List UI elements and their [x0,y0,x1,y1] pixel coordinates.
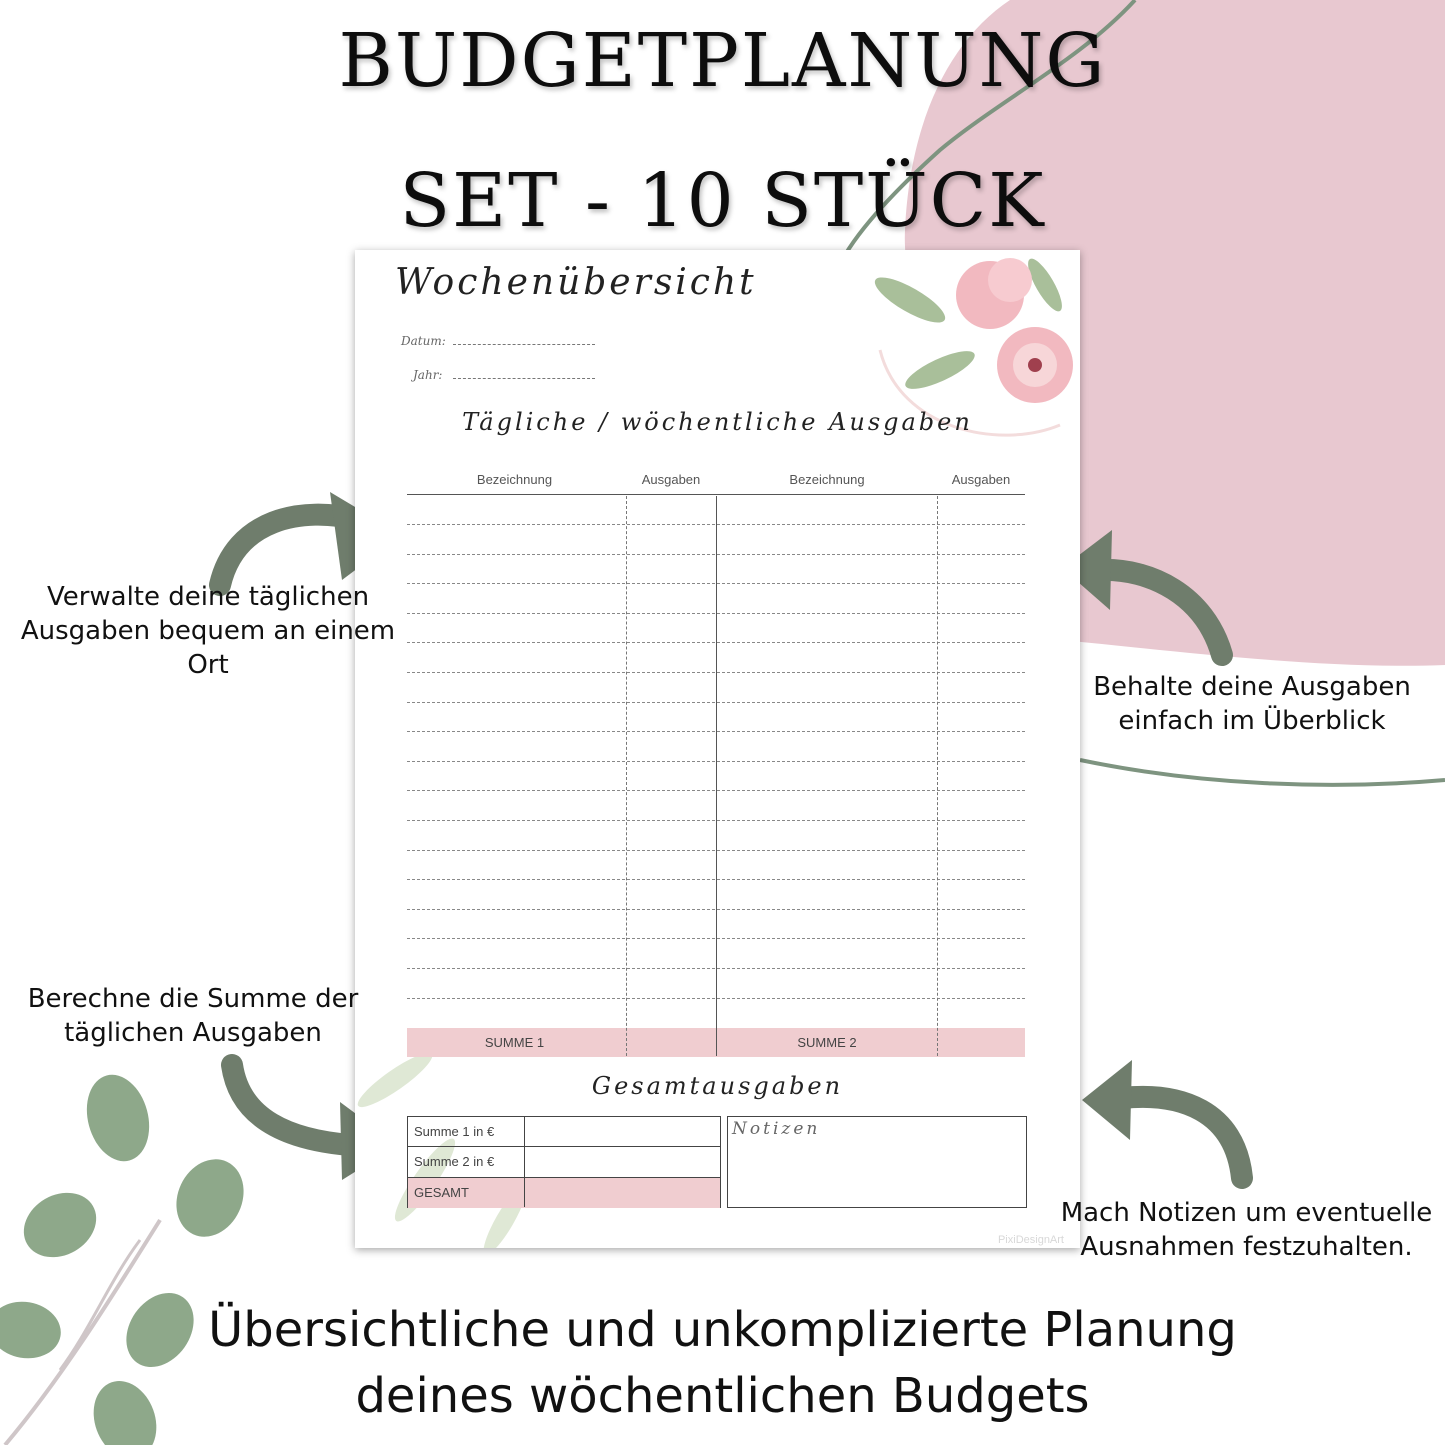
jahr-label: Jahr: [413,368,443,382]
sum2-label: SUMME 2 [797,1035,857,1050]
arrow-bottom-right [1122,1097,1242,1178]
totals-row-line [408,1146,720,1147]
footer-line2: deines wöchentlichen Budgets [355,1368,1090,1424]
budget-sheet [355,250,1080,1248]
green-curve-right [1080,760,1445,785]
notes-label: Notizen [732,1119,821,1139]
sheet-title: Wochenübersicht [395,262,757,303]
totals-table [407,1116,721,1208]
totals-row-summe2: Summe 2 in € [414,1154,495,1169]
callout-left-bottom: Berechne die Summe der täglichen Ausgaben [27,984,359,1048]
totals-col-line [524,1117,525,1207]
notes-box[interactable] [727,1116,1027,1208]
section-title: Tägliche / wöchentliche Ausgaben [462,408,973,436]
divider-ausgaben-1 [626,496,627,1056]
callout-right-bottom: Mach Notizen um eventuelle Ausnahmen festzuhalten. [1060,1198,1433,1262]
total-title: Gesamtausgaben [591,1072,844,1100]
arrow-bottom-left [232,1065,350,1145]
totals-row-summe1: Summe 1 in € [414,1124,495,1139]
column-header-ausgaben-1: Ausgaben [641,472,701,487]
arrow-bottom-right-head [1082,1060,1132,1140]
divider-center [716,496,717,1056]
jahr-line [453,378,595,379]
divider-ausgaben-2 [937,496,938,1056]
column-header-ausgaben-2: Ausgaben [951,472,1011,487]
footer-line1: Übersichtliche und unkomplizierte Planung [208,1302,1237,1358]
headline-line2: SET - 10 STÜCK [399,158,1046,244]
callout-right-top: Behalte deine Ausgaben einfach im Überblick [1093,672,1411,736]
table-top-rule [407,494,1025,495]
totals-row-gesamt: GESAMT [414,1185,469,1200]
datum-line [453,344,595,345]
column-header-bezeichnung-1: Bezeichnung [476,472,553,487]
callout-left-top: Verwalte deine täglichen Ausgaben bequem an einem Ort [20,582,396,680]
sum1-label: SUMME 1 [484,1035,545,1050]
watermark: PixiDesignArt [997,1234,1064,1246]
column-header-bezeichnung-2: Bezeichnung [789,472,865,487]
headline-line1: BUDGETPLANUNG [338,18,1107,104]
datum-label: Datum: [401,334,446,348]
